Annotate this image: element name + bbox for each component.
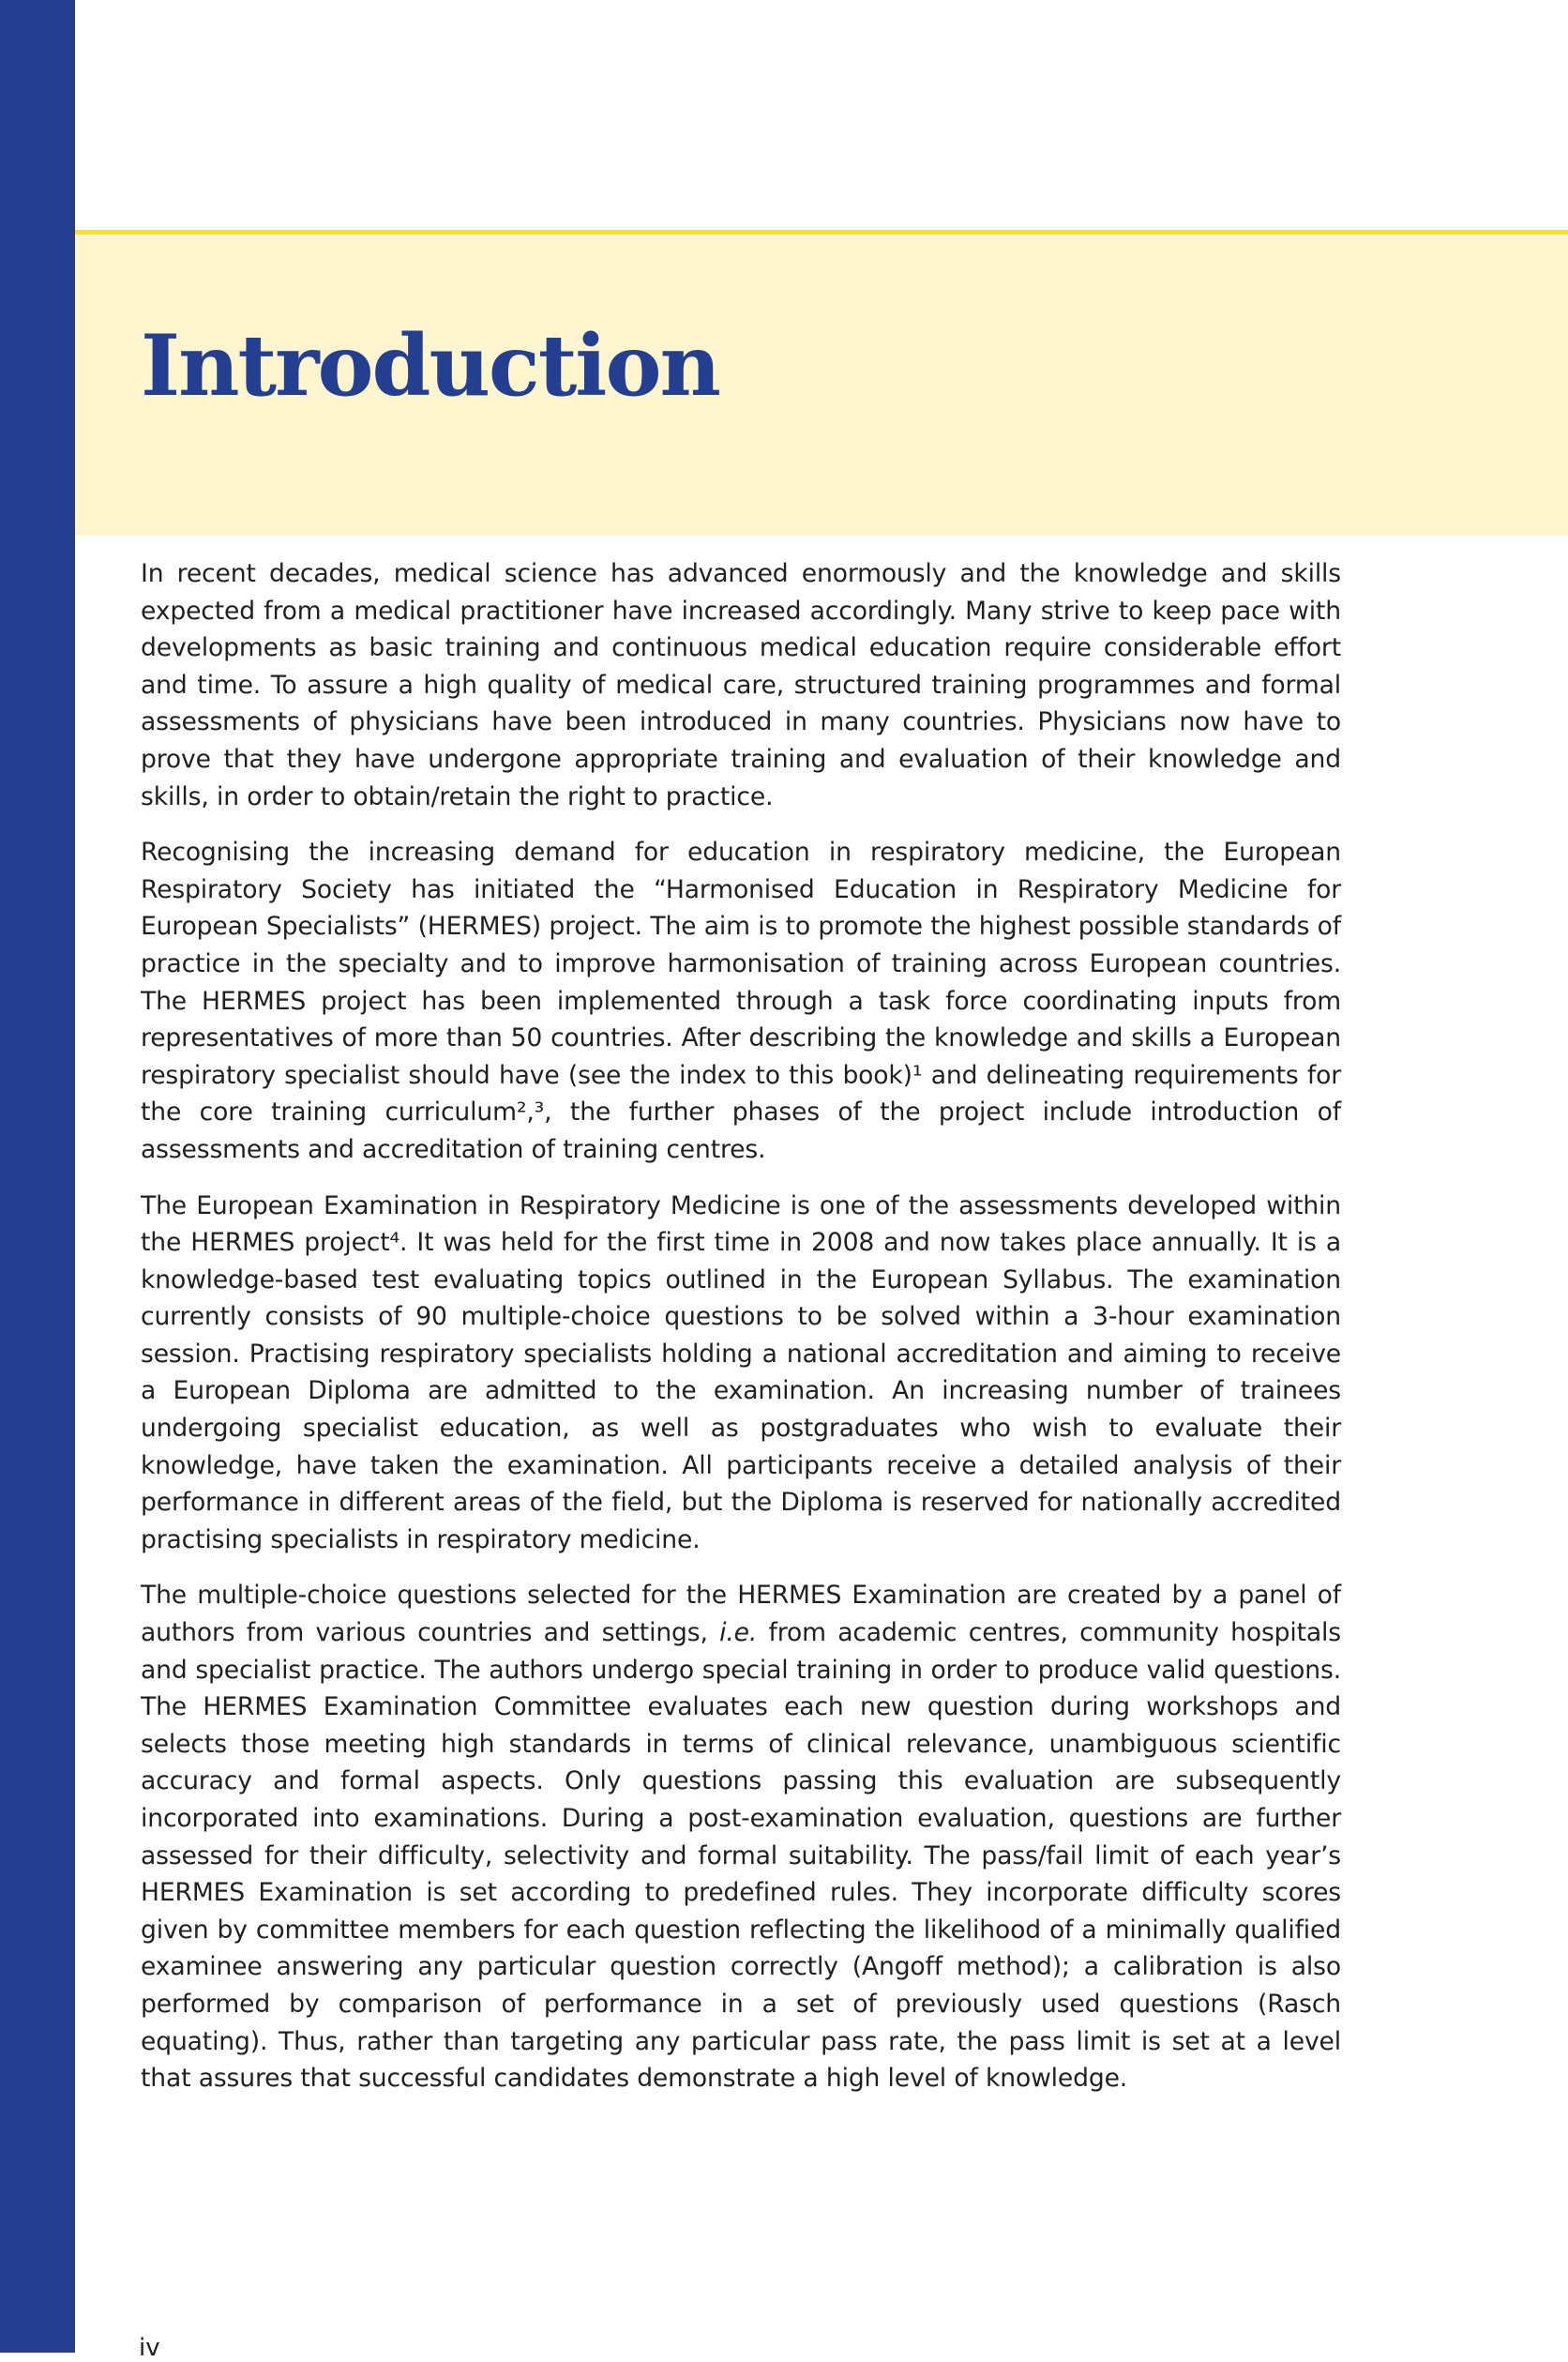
paragraph-4-part-2: from academic centres, community hospitals and specialist practice. The authors undergo special training in order to produce valid questions. The HERMES Examination Committee evaluates each new question during workshops and selects those meeting high standards in terms of clinical relevance, unambiguous scientific accuracy and formal aspects. Only questions passing this evaluation are subsequently incorporated into examinations. During a post-examination evaluation, questions are further assessed for their difficulty, selectivity and formal suitability. The pass/fail limit of each year’s HERMES Examination is set according to predefined rules. They incorporate difficulty scores given by committee members for each question reflecting the likelihood of a minimally qualified examinee answering any particular question correctly (Angoff method); a calibration is also performed by comparison of performance in a set of previously used questions (Rasch equating). Thus, rather than targeting any particular pass rate, the pass limit is set at a level that assures that successful candidates demonstrate a high level of knowledge. [141, 1618, 1342, 2094]
paragraph-4 [141, 1577, 1341, 2097]
page-number: iv [139, 2334, 160, 2362]
page-title: Introduction [141, 316, 719, 416]
paragraph-4-part-1: The multiple-choice questions selected for the HERMES Examination are created by a panel of authors from various countries and settings, [141, 1581, 1341, 1648]
paragraph-1: In recent decades, medical science has advanced enormously and the knowledge and skills expected from a medical practitioner have increased accordingly. Many strive to keep pace with developments as basic training and continuous medical education require considerable effort and time. To assure a high quality of medical care, structured training programmes and formal assessments of physicians have been introduced in many countries. Physicians now have to prove that they have undergone appropriate training and evaluation of their knowledge and skills, in order to obtain/retain the right to practice. [141, 559, 1341, 811]
paragraph-2: Recognising the increasing demand for education in respiratory medicine, the European Respiratory Society has initiated the “Harmonised Education in Respiratory Medicine for European Specialists” (HERMES) project. The aim is to promote the highest possible standards of practice in the specialty and to improve harmonisation of training across European countries. The HERMES project has been implemented through a task force coordinating inputs from representatives of more than 50 countries. After describing the knowledge and skills a European respiratory specialist should have (see the index to this book)¹ and delineating requirements for the core training curriculum²,³, the further phases of the project include introduction of assessments and accreditation of training centres. [141, 838, 1341, 1164]
left-margin-bar [0, 0, 75, 2353]
paragraph-3: The European Examination in Respiratory Medicine is one of the assessments developed within the HERMES project⁴. It was held for the first time in 2008 and now takes place annually. It is a knowledge-based test evaluating topics outlined in the European Syllabus. The examination currently consists of 90 multiple-choice questions to be solved within a 3-hour examination session. Practising respiratory specialists holding a national accreditation and aiming to receive a European Diploma are admitted to the examination. An increasing number of trainees undergoing specialist education, as well as postgraduates who wish to evaluate their knowledge, have taken the examination. All participants receive a detailed analysis of their performance in different areas of the field, but the Diploma is reserved for nationally accredited practising specialists in respiratory medicine. [141, 1190, 1341, 1554]
paragraph-4-ie: i.e. [719, 1618, 758, 1648]
body-text [141, 555, 1341, 2116]
